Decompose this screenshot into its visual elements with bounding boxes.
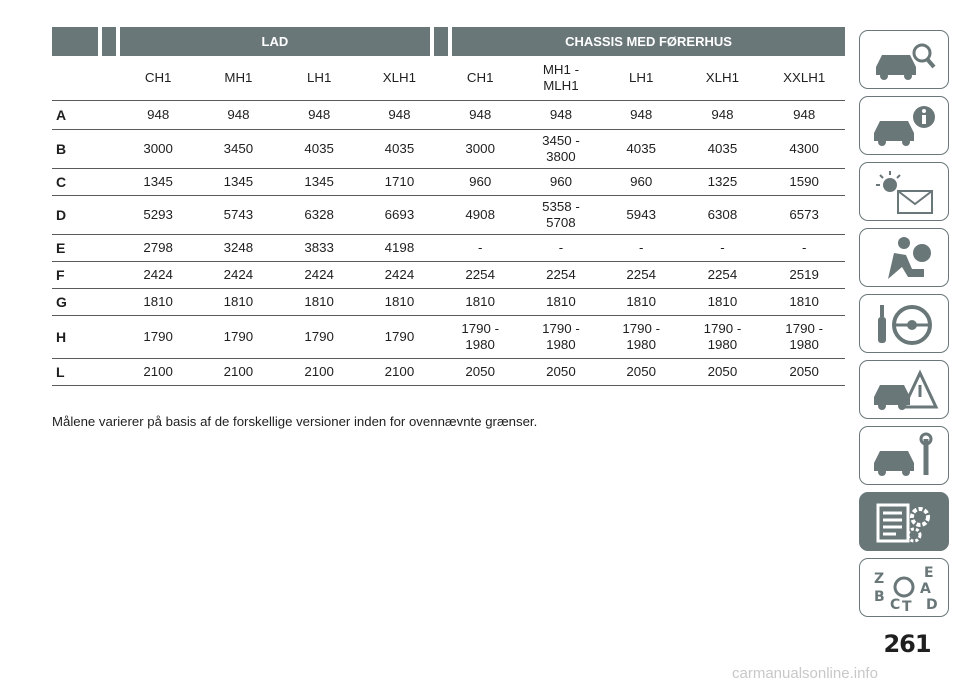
table-cell: 4035 xyxy=(384,141,415,156)
table-cell: 3000 xyxy=(143,141,173,156)
table-cell: 960 xyxy=(630,174,653,189)
table-cell: 948 xyxy=(308,107,331,122)
table-cell: 1345 xyxy=(223,174,254,189)
table-cell: 948 xyxy=(630,107,653,122)
column-header: CH1 xyxy=(144,70,172,85)
svg-text:A: A xyxy=(920,580,931,597)
table-row xyxy=(52,196,845,235)
svg-text:B: B xyxy=(874,588,885,605)
header-chassis: CHASSIS MED FØRERHUS xyxy=(452,27,845,56)
svg-text:D: D xyxy=(926,596,938,613)
side-tab-car-search[interactable] xyxy=(859,30,949,89)
header-spacer-cell xyxy=(434,27,448,56)
dimensions-table xyxy=(52,27,845,386)
svg-text:Z: Z xyxy=(874,570,885,587)
svg-text:T: T xyxy=(902,598,912,613)
column-header: CH1 xyxy=(466,70,494,85)
table-cell: 3450 xyxy=(223,141,254,156)
row-label: L xyxy=(56,364,65,380)
table-cell: 2050 xyxy=(707,364,738,379)
table-cell: 4198 xyxy=(384,240,415,255)
table-cell: 6328 xyxy=(304,207,334,222)
table-cell: 2050 xyxy=(789,364,819,379)
car-warning-triangle-icon xyxy=(868,365,940,415)
table-row xyxy=(52,359,845,386)
alphabetical-index-icon xyxy=(868,563,940,613)
table-row xyxy=(52,130,845,169)
seat-airbag-icon xyxy=(868,233,940,283)
row-label: A xyxy=(56,107,67,123)
table-cell: 1790 xyxy=(384,329,415,344)
table-cell: 2254 xyxy=(465,267,495,282)
page-number: 261 xyxy=(883,630,931,658)
header-lad: LAD xyxy=(120,27,430,56)
warning-lights-message-icon xyxy=(868,167,940,217)
table-cell: 1790 xyxy=(143,329,173,344)
table-cell: 2254 xyxy=(707,267,738,282)
table-cell: 948 xyxy=(469,107,492,122)
column-header: LH1 xyxy=(629,70,654,85)
table-cell: 1790 - 1980 xyxy=(461,321,500,352)
table-cell: 4908 xyxy=(465,207,495,222)
table-cell: 948 xyxy=(388,107,411,122)
table-cell: 1590 xyxy=(789,174,819,189)
svg-text:C: C xyxy=(890,596,901,613)
row-label: E xyxy=(56,240,66,256)
table-cell: 1790 - 1980 xyxy=(622,321,661,352)
table-cell: 1810 xyxy=(626,294,656,309)
row-label: H xyxy=(56,329,67,345)
group-header-row xyxy=(52,27,845,56)
table-cell: 4035 xyxy=(707,141,738,156)
table-row xyxy=(52,235,845,262)
table-cell: 4300 xyxy=(789,141,819,156)
table-cell: 1790 xyxy=(304,329,334,344)
header-blank-cell xyxy=(52,27,98,56)
table-cell: 2424 xyxy=(304,267,334,282)
technical-data-icon xyxy=(868,497,940,547)
table-cell: 1810 xyxy=(304,294,334,309)
footnote: Målene varierer på basis af de forskellige versioner inden for ovennævnte grænser. xyxy=(52,414,538,429)
side-tab-car-info[interactable] xyxy=(859,96,949,155)
table-cell: 1790 xyxy=(223,329,254,344)
table-cell: 1810 xyxy=(546,294,576,309)
side-tab-alphabetical-index[interactable] xyxy=(859,558,949,617)
table-cell: 948 xyxy=(549,107,573,122)
table-cell: 4035 xyxy=(626,141,656,156)
table-cell: 5943 xyxy=(626,207,656,222)
column-header: XXLH1 xyxy=(783,70,826,85)
table-cell: 2100 xyxy=(304,364,334,379)
table-cell: 948 xyxy=(711,107,734,122)
table-cell: 2519 xyxy=(789,267,819,282)
table-cell: 6693 xyxy=(384,207,415,222)
table-row xyxy=(52,101,845,130)
car-wrench-icon xyxy=(868,431,940,481)
row-label: D xyxy=(56,207,67,223)
row-label: F xyxy=(56,267,65,283)
table-cell: 3000 xyxy=(465,141,495,156)
table-cell: 1790 - 1980 xyxy=(785,321,823,352)
table-cell: 960 xyxy=(469,174,492,189)
table-cell: 1345 xyxy=(304,174,334,189)
svg-text:E: E xyxy=(924,564,934,581)
column-header: XLH1 xyxy=(382,70,417,85)
table-cell: 1710 xyxy=(384,174,415,189)
side-tab-seat-airbag[interactable] xyxy=(859,228,949,287)
side-navigation-tabs xyxy=(859,30,951,624)
table-cell: 1790 - 1980 xyxy=(542,321,580,352)
table-cell: - xyxy=(558,240,564,255)
table-cell: 2798 xyxy=(143,240,173,255)
table-cell: 1810 xyxy=(465,294,495,309)
table-cell: 2100 xyxy=(384,364,415,379)
watermark: carmanualsonline.info xyxy=(732,665,878,682)
side-tab-car-warning-triangle[interactable] xyxy=(859,360,949,419)
column-header-row xyxy=(52,56,845,101)
table-cell: 5293 xyxy=(143,207,173,222)
table-cell: 3450 - 3800 xyxy=(542,133,580,164)
table-cell: - xyxy=(801,240,807,255)
table-cell: 6308 xyxy=(707,207,738,222)
table-cell: - xyxy=(477,240,483,255)
table-cell: 5743 xyxy=(223,207,254,222)
table-cell: 2050 xyxy=(626,364,656,379)
table-row xyxy=(52,289,845,316)
table-cell: 2050 xyxy=(465,364,495,379)
table-cell: 3833 xyxy=(304,240,334,255)
table-cell: 2100 xyxy=(143,364,173,379)
table-cell: 1810 xyxy=(223,294,254,309)
column-header: MH1 xyxy=(224,70,253,85)
column-header: XLH1 xyxy=(705,70,740,85)
table-cell: 948 xyxy=(147,107,170,122)
row-label: B xyxy=(56,141,67,157)
table-cell: 948 xyxy=(227,107,250,122)
table-cell: 948 xyxy=(793,107,816,122)
table-cell: 2254 xyxy=(546,267,576,282)
car-search-icon xyxy=(868,35,940,85)
table-cell: 960 xyxy=(549,174,573,189)
row-label: C xyxy=(56,174,67,190)
row-label: G xyxy=(56,294,67,310)
table-row xyxy=(52,169,845,196)
table-cell: - xyxy=(638,240,644,255)
table-cell: 5358 - 5708 xyxy=(542,199,580,230)
side-tab-car-wrench[interactable] xyxy=(859,426,949,485)
table-row xyxy=(52,262,845,289)
table-cell: 2100 xyxy=(223,364,254,379)
column-header: MH1 - MLH1 xyxy=(542,62,580,93)
table-cell: 2050 xyxy=(546,364,576,379)
side-tab-warning-lights-message[interactable] xyxy=(859,162,949,221)
table-cell: 2424 xyxy=(223,267,254,282)
side-tab-steering-wheel-key[interactable] xyxy=(859,294,949,353)
table-cell: 1810 xyxy=(707,294,738,309)
table-cell: 4035 xyxy=(304,141,334,156)
column-header: LH1 xyxy=(306,70,332,85)
side-tab-technical-data[interactable] xyxy=(859,492,949,551)
steering-wheel-key-icon xyxy=(868,299,940,349)
table-cell: 1810 xyxy=(384,294,415,309)
table-cell: 1325 xyxy=(707,174,738,189)
table-row xyxy=(52,316,845,359)
header-spacer-cell xyxy=(102,27,116,56)
table-cell: 6573 xyxy=(789,207,819,222)
table-cell: 2424 xyxy=(143,267,173,282)
table-cell: 2254 xyxy=(626,267,656,282)
table-cell: 1810 xyxy=(143,294,173,309)
table-cell: 1810 xyxy=(789,294,819,309)
table-cell: 1790 - 1980 xyxy=(703,321,742,352)
table-cell: 1345 xyxy=(143,174,173,189)
car-info-icon xyxy=(868,101,940,151)
table-cell: - xyxy=(720,240,725,255)
table-cell: 3248 xyxy=(223,240,254,255)
table-cell: 2424 xyxy=(384,267,415,282)
